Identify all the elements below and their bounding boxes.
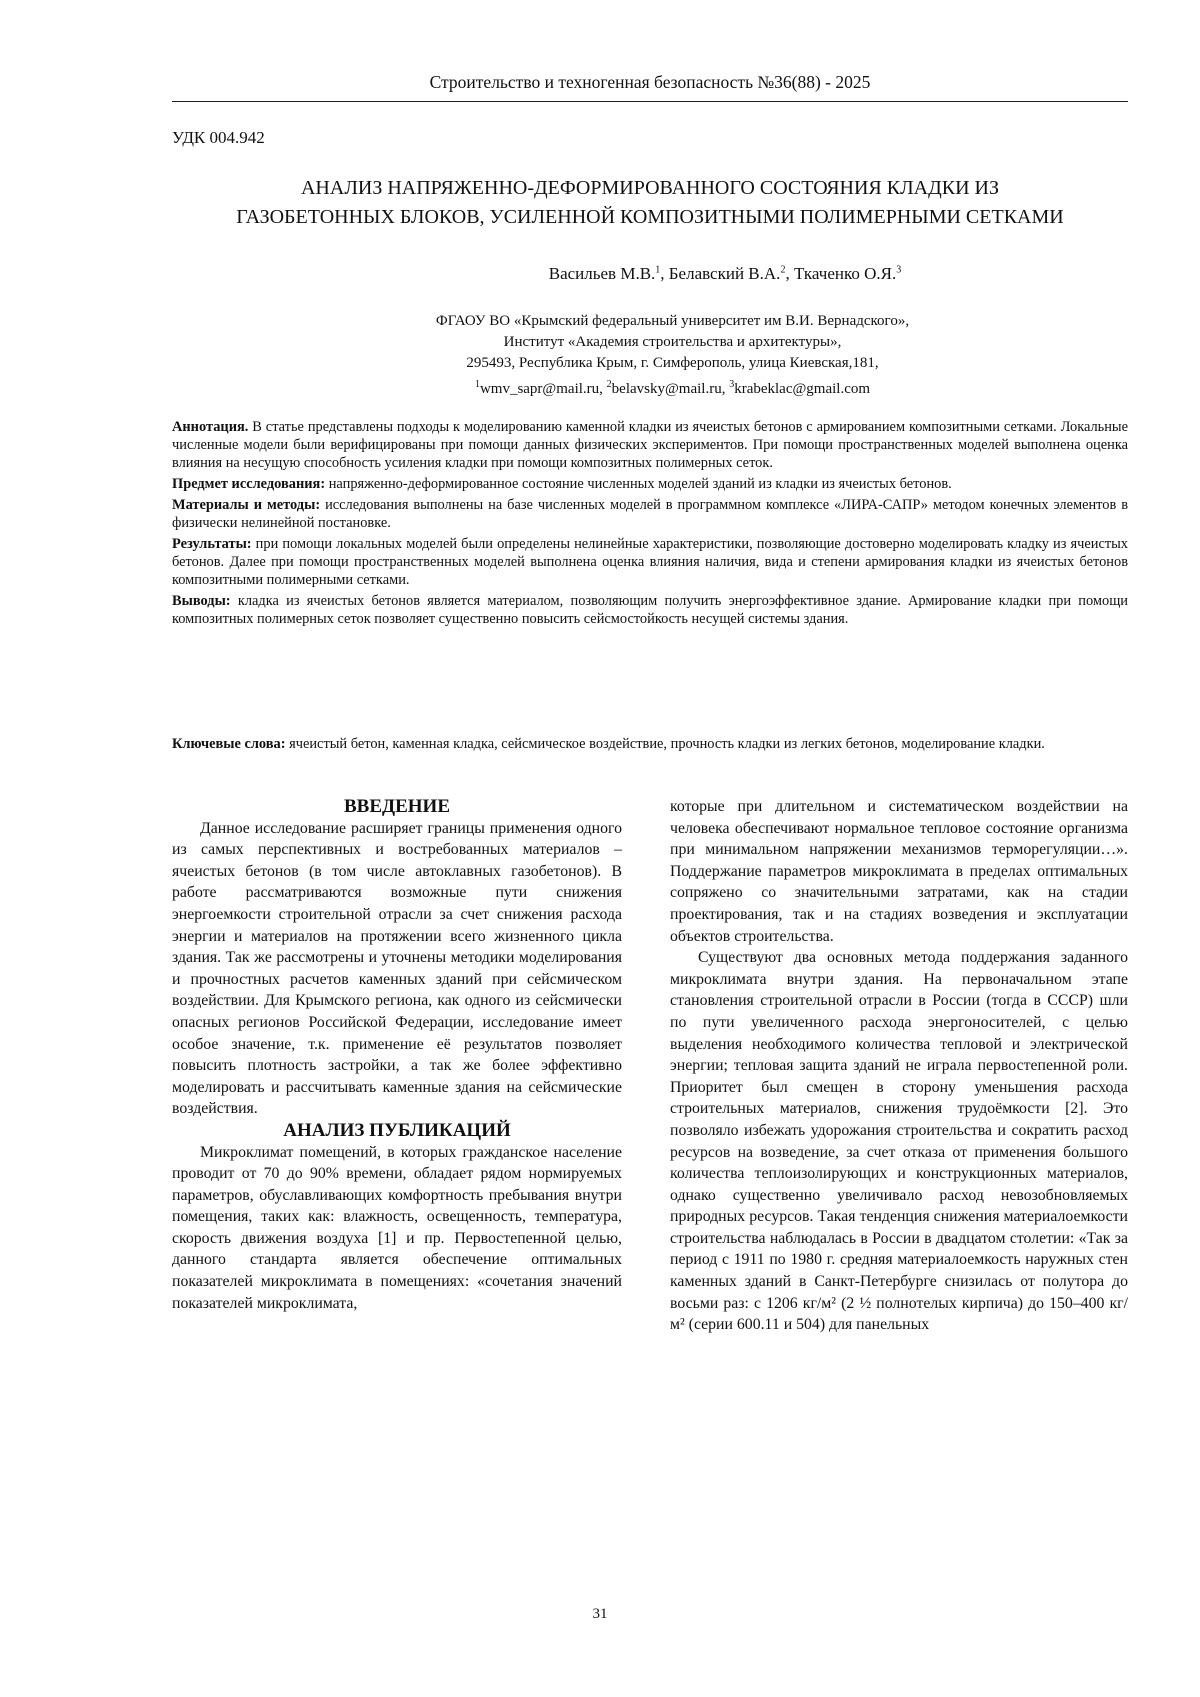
section-heading-introduction: ВВЕДЕНИЕ [344, 796, 450, 817]
results-text: при помощи локальных моделей были определены нелинейные характеристики, позволяющие достоверно моделировать кладку из ячеистых бетонов. Далее при помощи пространственных моделей выполнена оценка влияния наличия, вида и степени армирования кладки из ячеистых бетонов композитными полимерными сетками. [172, 536, 1128, 588]
affiliation-emails [217, 374, 1128, 400]
email-sup: 1 [474, 379, 480, 390]
abstract [172, 418, 1128, 631]
section-heading-publications: АНАЛИЗ ПУБЛИКАЦИЙ [283, 1119, 511, 1141]
materials-methods-text: исследования выполнены на базе численных моделей в программном комплексе «ЛИРА-САПР» методом конечных элементов в физически нелинейной постановке. [172, 497, 1129, 531]
keywords-text: ячеистый бетон, каменная кладка, сейсмическое воздействие, прочность кладки из легких бетонов, моделирование кладки. [285, 736, 1045, 752]
affiliation-line-1: ФГАОУ ВО «Крымский федеральный университет им В.И. Вернадского», [435, 313, 910, 329]
keywords-label: Ключевые слова: [172, 736, 286, 752]
author-1-sup: 1 [655, 264, 661, 276]
annotation-text: В статье представлены подходы к моделированию каменной кладки из ячеистых бетонов с армированием композитными сетками. Локальные численные модели были верифицированы при помощи данных физических экспериментов. При помощи пространственных моделей выполнена оценка влияния на несущую способность усиления кладки при помощи композитных полимерных сеток. [172, 419, 1128, 471]
author-2: Белавский В.А. [668, 264, 781, 283]
right-column [670, 796, 1128, 1336]
author-3: Ткаченко О.Я. [793, 264, 897, 283]
research-subject-text: напряженно-деформированное состояние численных моделей зданий из кладки из ячеистых бетонов. [325, 476, 952, 492]
header-rule [172, 101, 1128, 102]
page-number: 31 [592, 1606, 608, 1622]
paper-title [172, 174, 1128, 232]
title-line-2: ГАЗОБЕТОННЫХ БЛОКОВ, УСИЛЕННОЙ КОМПОЗИТНЫМИ ПОЛИМЕРНЫМИ СЕТКАМИ [236, 206, 1064, 228]
affiliation-line-2: Институт «Академия строительства и архитектуры», [503, 334, 842, 350]
affiliation-line-3: 295493, Республика Крым, г. Симферополь, улица Киевская,181, [466, 355, 879, 371]
publications-paragraph: Микроклимат помещений, в которых гражданское население проводит от 70 до 90% времени, обладает рядом нормируемых параметров, обуславливающих комфортность пребывания внутри помещения, таких как: влажность, освещенность, температура, скорость движения воздуха [1] и пр. Первостепенной целью, данного стандарта является обеспечение оптимальных показателей микроклимата в помещениях: «сочетания значений показателей микроклимата, [172, 1143, 622, 1312]
right-paragraph-2: Существуют два основных метода поддержания заданного микроклимата внутри здания. На первоначальном этапе становления строительной отрасли в России (тогда в СССР) шли по пути увеличенного расхода энергоносителей, с целью выделения необходимого количества тепловой и электрической энергии; тепловая защита зданий не играла первостепенной роли. Приоритет был смещен в сторону уменьшения расхода строительных материалов, снижения трудоёмкости [2]. Это позволяло избежать удорожания строительства и сократить расход ресурсов на возведение, за счет отказа от применения большого количества теплоизолирующих и конструкционных материалов, однако существенно увеличивало расход невозобновляемых природных ресурсов. Такая тенденция снижения материалоемкости строительства наблюдалась в России в двадцатом столетии: «Так за период с 1911 по 1980 г. средняя материалоемкость наружных стен каменных зданий в Санкт-Петербурге снизилась от полутора до восьми раз: с 1206 кг/м² (2 ½ полнотелых кирпича) до 150–400 кг/м² (серии 600.11 и 504) для панельных [670, 949, 1128, 1334]
left-column [172, 796, 622, 1314]
materials-methods-label: Материалы и методы: [172, 497, 321, 513]
authors [172, 264, 1128, 284]
author-sep: , [785, 264, 794, 283]
conclusions-text: кладка из ячеистых бетонов является материалом, позволяющим получить энергоэффективное здание. Армирование кладки при помощи композитных полимерных сеток позволяет существенно повысить сейсмостойкость несущей системы здания. [172, 593, 1128, 627]
affiliation [172, 311, 1128, 400]
udk-code: УДК 004.942 [172, 128, 265, 147]
author-2-sup: 2 [780, 264, 786, 276]
author-3-sup: 3 [896, 264, 902, 276]
email-sup: 3 [729, 379, 735, 390]
email-sup: 2 [606, 379, 612, 390]
journal-header: Строительство и техногенная безопасность №36(88) - 2025 [429, 72, 871, 92]
right-paragraph-1: которые при длительном и систематическом воздействии на человека обеспечивают нормальное тепловое состояние организма при минимальном напряжении механизмов терморегуляции…». Поддержание параметров микроклимата в пределах оптимальных сопряжено со значительными затратами, как на стадии проектирования, так и на стадиях возведения и эксплуатации объектов строительства. [670, 798, 1128, 945]
introduction-paragraph: Данное исследование расширяет границы применения одного из самых перспективных и востребованных материалов – ячеистых бетонов (в том числе автоклавных газобетонов). В работе рассматриваются возможные пути снижения энергоемкости строительной отрасли за счет снижения расхода энергии и материалов на протяжении всего жизненного цикла здания. Так же рассмотрены и уточнены методики моделирования и прочностных расчетов каменных зданий при сейсмическом воздействии. Для Крымского региона, как одного из сейсмически опасных регионов Российской Федерации, исследование имеет особое значение, т.к. применение её результатов позволяет повысить плотность застройки, а так же более эффективно моделировать и рассчитывать каменные здания на сейсмические воздействия. [172, 819, 622, 1118]
email-2: belavsky@mail.ru, [611, 381, 730, 397]
author-1: Васильев М.В. [548, 264, 656, 283]
annotation [172, 418, 1128, 472]
keywords [172, 735, 1128, 753]
email-3: krabeklac@gmail.com [734, 381, 871, 397]
materials-methods [172, 496, 1128, 532]
annotation-label: Аннотация. [172, 419, 249, 435]
title-line-1: АНАЛИЗ НАПРЯЖЕННО-ДЕФОРМИРОВАННОГО СОСТОЯНИЯ КЛАДКИ ИЗ [300, 177, 1000, 199]
results-label: Результаты: [172, 536, 252, 552]
email-1: wmv_sapr@mail.ru, [479, 381, 607, 397]
conclusions [172, 592, 1128, 628]
research-subject [172, 475, 1128, 493]
conclusions-label: Выводы: [172, 593, 231, 609]
research-subject-label: Предмет исследования: [172, 476, 326, 492]
results [172, 535, 1128, 589]
author-sep: , [660, 264, 669, 283]
